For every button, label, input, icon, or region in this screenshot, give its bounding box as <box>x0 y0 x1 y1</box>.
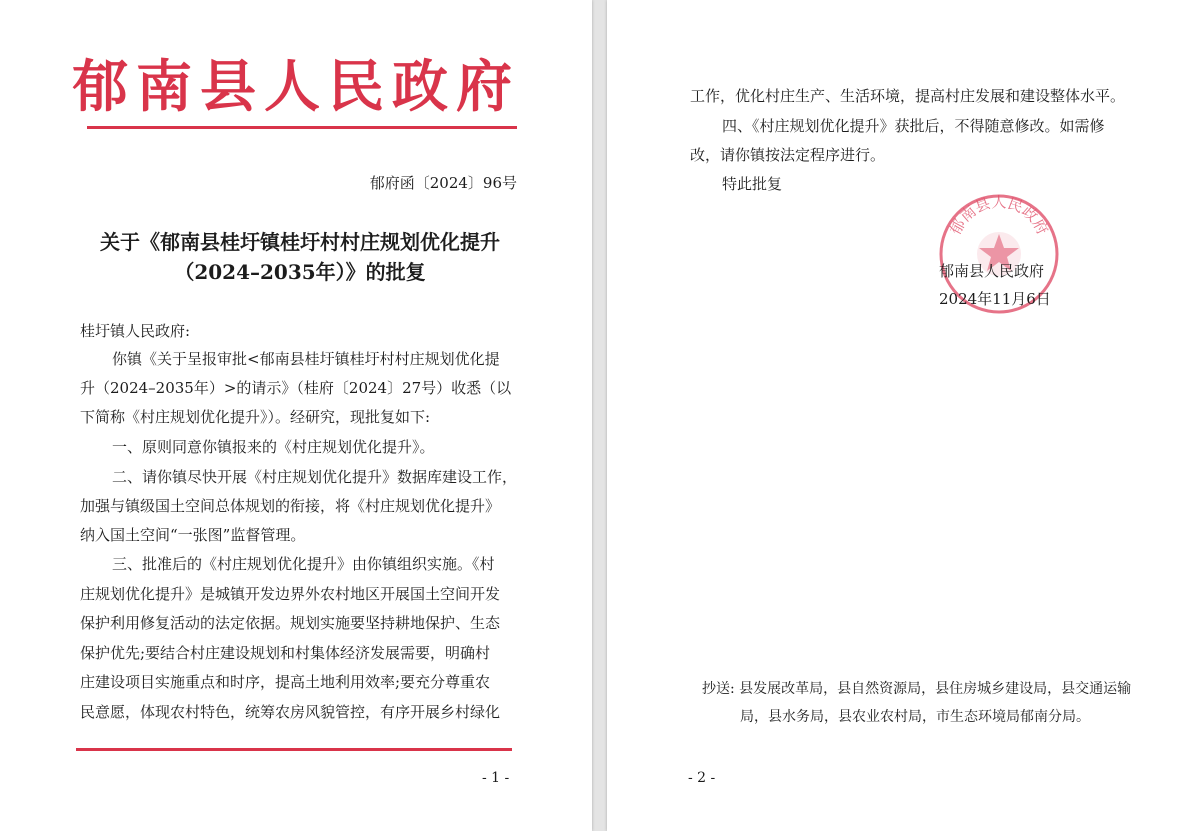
signer-name: 郁南县人民政府 <box>939 262 1045 280</box>
cc-list-line-2: 局，县水务局，县农业农村局，市生态环境局郁南分局。 <box>740 709 1090 725</box>
document-title-line-1: 关于《郁南县桂圩镇桂圩村村庄规划优化提升 <box>100 230 500 254</box>
body-line: 三、批准后的《村庄规划优化提升》由你镇组织实施。《村 <box>112 555 495 573</box>
body-line: 庄建设项目实施重点和时序，提高土地利用效率;要充分尊重农 <box>80 673 491 691</box>
document-page-1 <box>0 0 592 831</box>
body-line: 工作，优化村庄生产、生活环境，提高村庄发展和建设整体水平。 <box>690 87 1126 105</box>
body-line: 纳入国土空间“一张图”监督管理。 <box>80 526 306 544</box>
svg-text:郁南县人民政府: 郁南县人民政府 <box>946 193 1052 238</box>
body-line: 特此批复 <box>722 175 783 193</box>
body-line: 加强与镇级国土空间总体规划的衔接，将《村庄规划优化提升》 <box>80 497 501 515</box>
body-line: 改，请你镇按法定程序进行。 <box>690 146 886 164</box>
body-line: 下简称《村庄规划优化提升》）。经研究，现批复如下: <box>80 408 431 426</box>
body-line: 四、《村庄规划优化提升》获批后，不得随意修改。如需修 <box>722 117 1105 135</box>
cc-list-line-1: 抄送: 县发展改革局，县自然资源局，县住房城乡建设局，县交通运输 <box>702 681 1132 697</box>
body-line: 二、请你镇尽快开展《村庄规划优化提升》数据库建设工作， <box>112 468 518 486</box>
salutation: 桂圩镇人民政府: <box>80 322 191 340</box>
body-line: 保护优先;要结合村庄建设规划和村集体经济发展需要，明确村 <box>80 644 491 662</box>
body-line: 一、原则同意你镇报来的《村庄规划优化提升》。 <box>112 438 435 456</box>
document-number: 郁府函〔2024〕96号 <box>369 174 517 192</box>
body-line: 你镇《关于呈报审批<郁南县桂圩镇桂圩村村庄规划优化提 <box>112 350 500 368</box>
header-red-rule <box>87 126 517 129</box>
page-number-1: - 1 - <box>482 770 510 786</box>
signature-date: 2024年11月6日 <box>939 290 1051 308</box>
body-line: 庄规划优化提升》是城镇开发边界外农村地区开展国土空间开发 <box>80 585 501 603</box>
page-number-2: - 2 - <box>688 770 716 786</box>
body-line: 民意愿，体现农村特色，统筹农房风貌管控，有序开展乡村绿化 <box>80 703 501 721</box>
body-line: 保护利用修复活动的法定依据。规划实施要坚持耕地保护、生态 <box>80 614 501 632</box>
footer-red-rule <box>76 748 512 751</box>
issuer-header-title: 郁南县人民政府 <box>72 54 520 120</box>
document-title-line-2: （2024–2035年）》的批复 <box>174 260 426 284</box>
body-line: 升（2024–2035年）>的请示》（桂府〔2024〕27号）收悉（以 <box>80 379 512 397</box>
